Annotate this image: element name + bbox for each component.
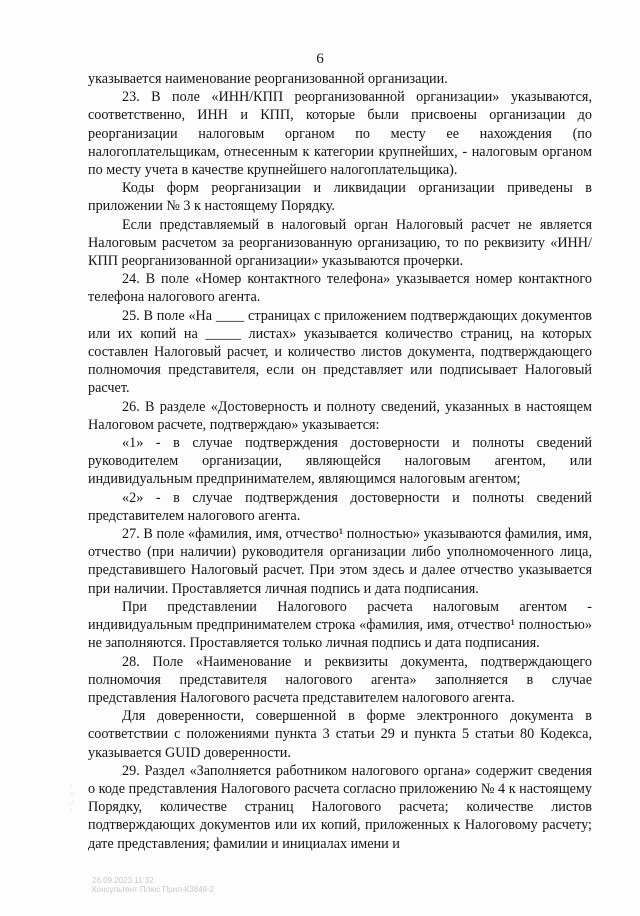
paragraph: «1» - в случае подтверждения достоверности и полноты сведений руководителем организации, являющейся налоговым агентом, или индивидуальным предпринимателем, являющимся налоговым агентом; bbox=[88, 435, 592, 488]
paragraph: «2» - в случае подтверждения достоверности и полноты сведений представителем налогового агента. bbox=[88, 489, 592, 524]
paragraph: Коды форм реорганизации и ликвидации организации приведены в приложении № 3 к настоящему Порядку. bbox=[88, 180, 592, 215]
page-number: 6 bbox=[316, 51, 324, 67]
paragraph: Для доверенности, совершенной в форме электронного документа в соответствии с положениями пункта 3 статьи 29 и пункта 5 статьи 80 Кодекса, указывается GUID доверенности. bbox=[88, 708, 592, 761]
stamp-line: 26.09.2023 11:32 bbox=[92, 876, 154, 885]
paragraph: 25. В поле «На ____ страницах с приложением подтверждающих документов или их копий на _____ листах» указывается количество страниц, на которых составлен Налоговый расчет, и количество листов документа, подтверждающего полномочия представителя, если он представляет или подписывает Налоговый расчет. bbox=[88, 307, 592, 397]
paragraph: 28. Поле «Наименование и реквизиты документа, подтверждающего полномочия представителя налогового агента» заполняется в случае представления Налогового расчета представителем налогового агента. bbox=[88, 653, 592, 706]
paragraph: При представлении Налогового расчета налоговым агентом - индивидуальным предпринимателем строка «фамилия, имя, отчество¹ полностью» не заполняются. Проставляется только личная подпись и дата подписания. bbox=[88, 598, 592, 652]
stamp-line: Консультант Плюс Прил-К3849-2 bbox=[92, 885, 215, 894]
paragraph: указывается наименование реорганизованной организации. bbox=[88, 71, 448, 87]
paragraph: 23. В поле «ИНН/КПП реорганизованной организации» указываются, соответственно, ИНН и КПП, которые были присвоены организации до реорганизации налоговым органом по месту ее нахождения (по налогоплательщикам, отнесенным к категории крупнейших, - налоговым органом по месту учета в качестве крупнейшего налогоплательщика). bbox=[88, 89, 592, 179]
paragraph: 26. В разделе «Достоверность и полноту сведений, указанных в настоящем Налоговом расчете, подтверждаю» указывается: bbox=[88, 398, 592, 433]
paragraph: 29. Раздел «Заполняется работником налогового органа» содержит сведения о коде представления Налогового расчета согласно приложению № 4 к настоящему Порядку, количестве страниц Налогового расчета; количестве листов подтверждающих документов или их копий, приложенных к Налоговому расчету; дате представления; фамилии и инициалах имени и bbox=[88, 762, 592, 852]
margin-scan-mark: · ·: .· : bbox=[70, 782, 75, 814]
paragraph: 24. В поле «Номер контактного телефона» указывается номер контактного телефона налогового агента. bbox=[88, 271, 592, 306]
paragraph: 27. В поле «фамилия, имя, отчество¹ полностью» указываются фамилия, имя, отчество (при наличии) руководителя организации либо уполномоченного лица, представившего Налоговый расчет. При этом здесь и далее отчество указывается при наличии. Проставляется личная подпись и дата подписания. bbox=[88, 526, 592, 597]
body-text bbox=[88, 70, 592, 853]
paragraph: Если представляемый в налоговый орган Налоговый расчет не является Налоговым расчетом за реорганизованную организацию, то по реквизиту «ИНН/КПП реорганизованной организации» указываются прочерки. bbox=[88, 216, 592, 270]
print-stamp bbox=[92, 876, 214, 894]
